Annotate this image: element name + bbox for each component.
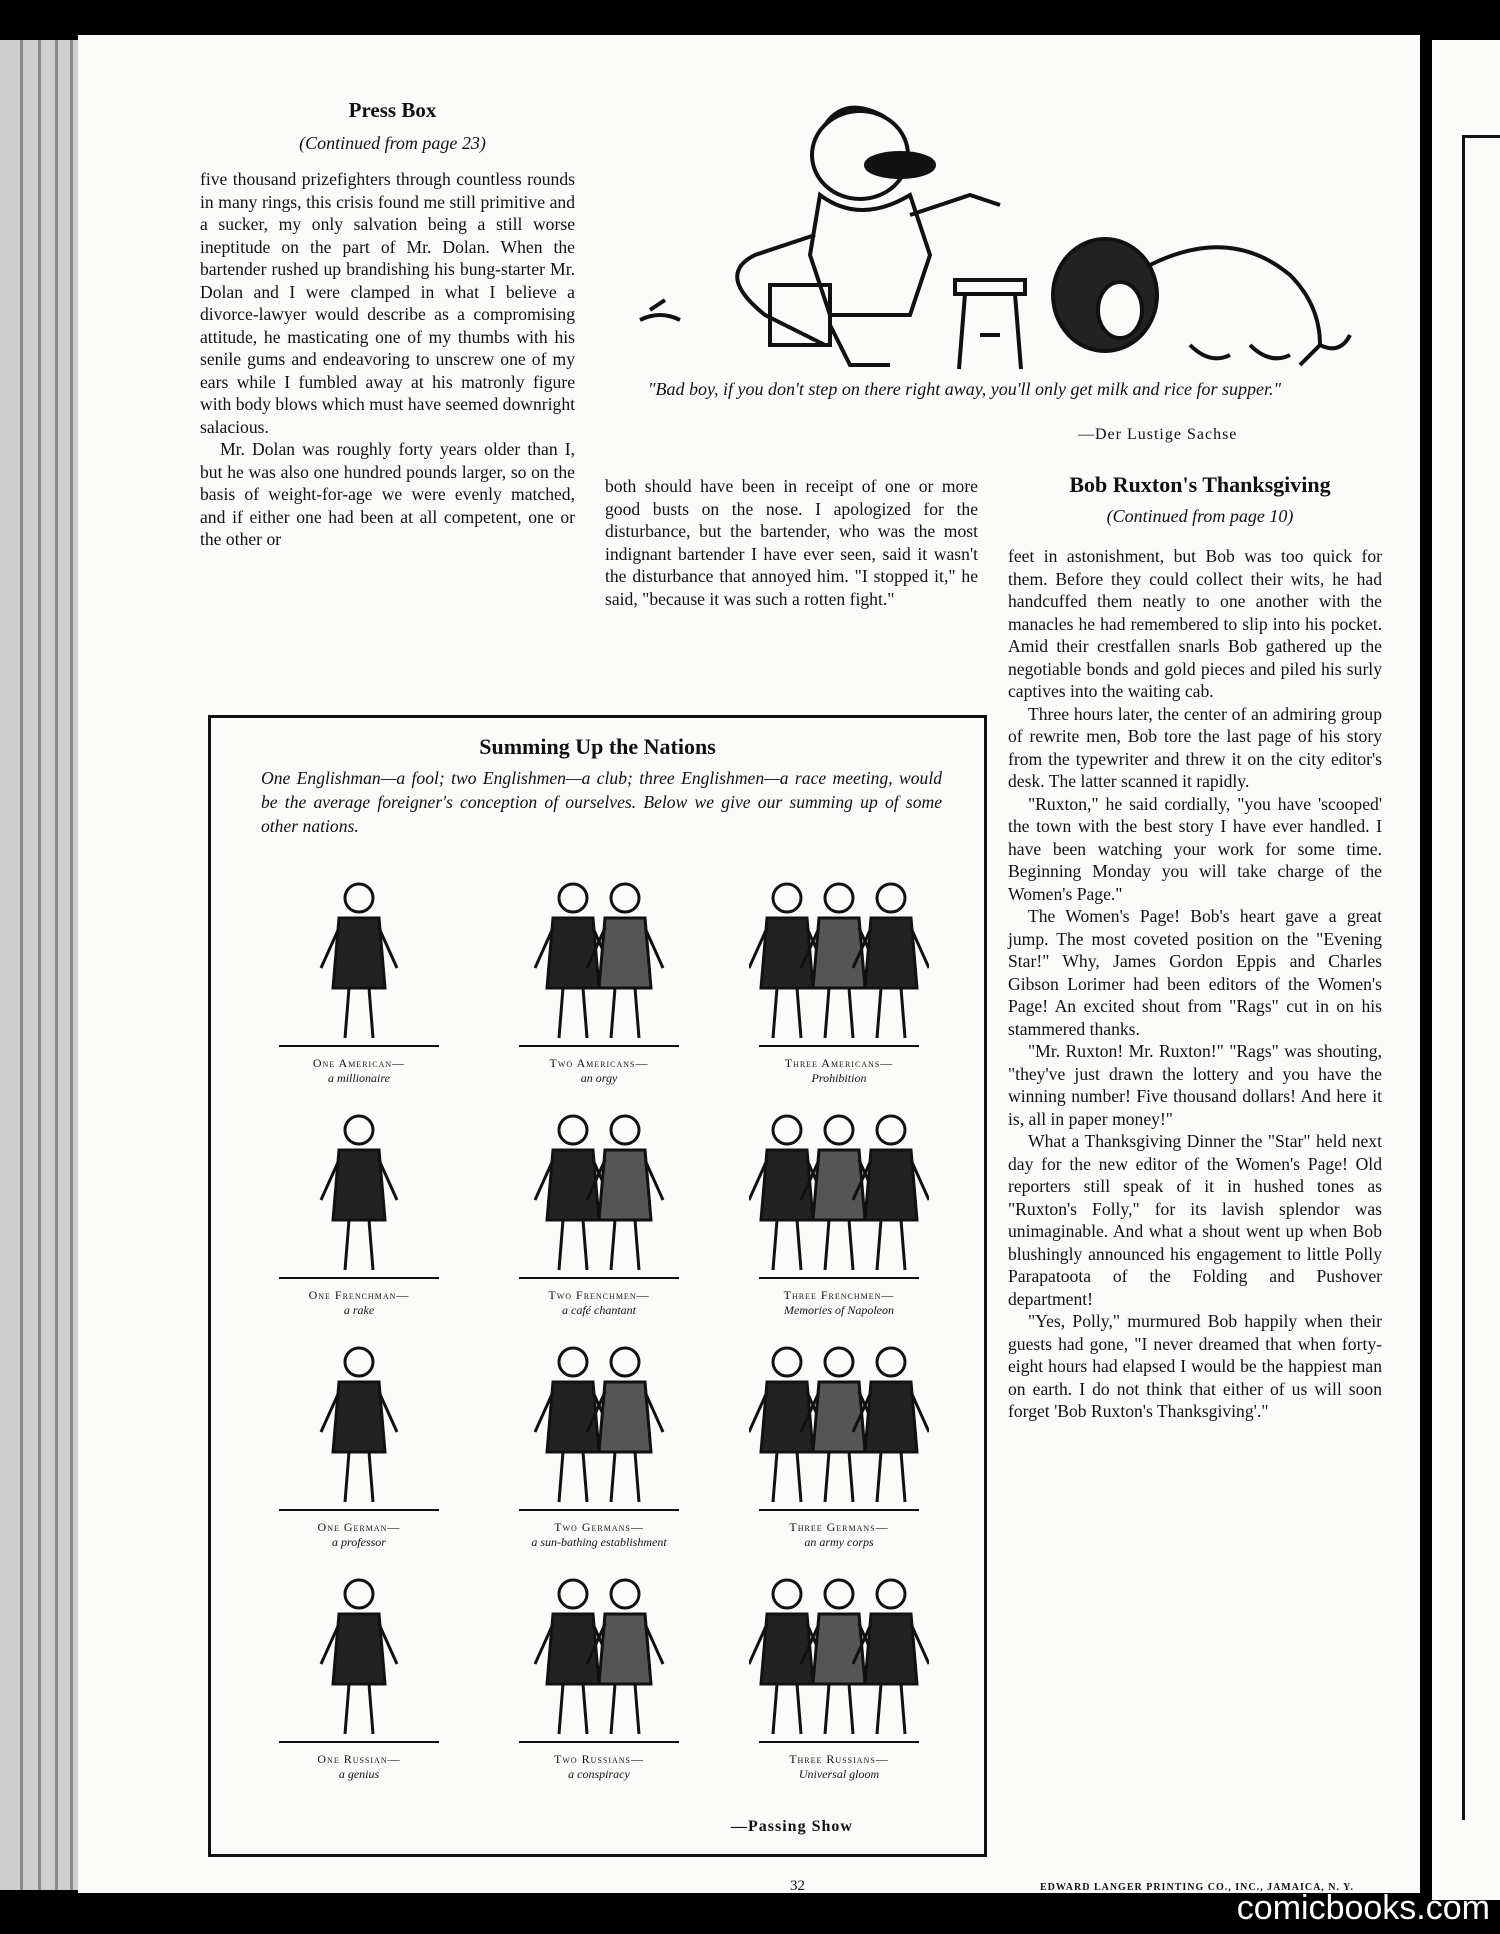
press-box-column-2 xyxy=(605,475,978,610)
nation-cartoon-cell xyxy=(721,858,957,1098)
nation-cartoon-drawing xyxy=(509,858,689,1054)
nation-cartoon-cell xyxy=(241,1322,477,1562)
nations-intro: One Englishman—a fool; two Englishmen—a club; three Englishmen—a race meeting, would be the average foreigner's conception of ourselves. Below we give our summing up of some other nations. xyxy=(261,768,942,836)
press-box-title: Press Box xyxy=(348,98,437,122)
press-box-paragraph: five thousand prizefighters through countless rounds in many rings, this crisis found me still primitive and a sucker, my only salvation being a still worse ineptitude on the part of Mr. Dolan. When the bartender rushed up brandishing his bung-starter Mr. Dolan and I were clamped in what I believe a divorce-lawyer would describe as a compromising attitude, he masticating one of my thumbs with his senile gums and endeavoring to unscrew one of my ears while I fumbled away at his matronly figure with body blows which must have seemed downright salacious. xyxy=(200,169,575,437)
ruxton-paragraph: The Women's Page! Bob's heart gave a great jump. The most coveted position on the "Evening Star!" Why, James Gordon Eppis and Charles Gibson Lorimer had been editors of the Women's Page! An excited shout from "Rags" cut in on his stammered thanks. xyxy=(1008,906,1382,1039)
nations-box xyxy=(208,715,987,1857)
nation-cartoon-label: Three Americans— xyxy=(784,1056,894,1070)
cartoon-lion-tamer xyxy=(630,95,1360,375)
nation-cartoon-drawing xyxy=(509,1322,689,1518)
nation-cartoon-label: One Russian— xyxy=(317,1752,401,1766)
nation-cartoon-label: One American— xyxy=(312,1056,406,1070)
ruxton-paragraph: "Ruxton," he said cordially, "you have 'scooped' the town with the best story I have ever handled. I have been watching your work for some time. Beginning Monday you will take charge of the Women's Page." xyxy=(1008,793,1382,904)
nation-cartoon-label: Three Frenchmen— xyxy=(783,1288,895,1302)
nation-cartoon-sublabel: a professor xyxy=(332,1535,386,1549)
facing-page-edge xyxy=(1432,40,1500,1900)
nation-cartoon-cell xyxy=(481,1554,717,1794)
nation-cartoon-label: Two Russians— xyxy=(553,1752,644,1766)
press-box-paragraph: Mr. Dolan was roughly forty years older than I, but he was also one hundred pounds larger, so on the basis of weight-for-age we were evenly matched, and if either one had been at all competent, one or the other or xyxy=(200,439,575,549)
nation-cartoon-cell xyxy=(481,1090,717,1330)
nation-cartoon-drawing xyxy=(749,1322,929,1518)
nation-cartoon-sublabel: a conspiracy xyxy=(568,1767,630,1781)
ruxton-paragraph: "Mr. Ruxton! Mr. Ruxton!" "Rags" was shouting, "they've just drawn the lottery and you have the winning number! Five thousand dollars! And here it is, all in paper money!" xyxy=(1008,1041,1382,1129)
nation-cartoon-sublabel: Memories of Napoleon xyxy=(784,1303,894,1317)
nation-cartoon-drawing xyxy=(269,1090,449,1286)
book-binding xyxy=(0,40,90,1890)
watermark: comicbooks.com xyxy=(1236,1889,1490,1927)
press-box-column-1 xyxy=(200,168,575,551)
nation-cartoon-sublabel: an orgy xyxy=(580,1071,618,1085)
nation-cartoon-cell xyxy=(241,1554,477,1794)
nation-cartoon-drawing xyxy=(749,858,929,1054)
nation-cartoon-drawing xyxy=(269,1554,449,1750)
nation-cartoon-label: One Frenchman— xyxy=(308,1288,410,1302)
nation-cartoon-cell xyxy=(721,1554,957,1794)
nation-cartoon-sublabel: a genius xyxy=(338,1767,380,1781)
nations-title: Summing Up the Nations xyxy=(479,734,716,759)
nation-cartoon-sublabel: Universal gloom xyxy=(798,1767,880,1781)
cartoon-caption: "Bad boy, if you don't step on there right away, you'll only get milk and rice for supper." xyxy=(648,379,1282,399)
nation-cartoon-sublabel: a rake xyxy=(343,1303,375,1317)
nation-cartoon-cell xyxy=(481,1322,717,1562)
nation-cartoon-label: One German— xyxy=(317,1520,401,1534)
nation-cartoon-label: Three Germans— xyxy=(789,1520,889,1534)
nations-credit: —Passing Show xyxy=(731,1818,853,1835)
nation-cartoon-cell xyxy=(721,1090,957,1330)
press-box-paragraph: both should have been in receipt of one or more good busts on the nose. I apologized for the disturbance, but the bartender, who was the most indignant bartender I have ever seen, said it wasn't the disturbance that annoyed him. "I stopped it," he said, "because it was such a rotten fight." xyxy=(605,476,978,609)
nation-cartoon-cell xyxy=(721,1322,957,1562)
nation-cartoon-drawing xyxy=(749,1554,929,1750)
ruxton-paragraph: What a Thanksgiving Dinner the "Star" held next day for the new editor of the Women's Page! Old reporters still speak of it in hushed tones as "Ruxton's Folly," for its lavish splendor was unimaginable. And what a shout went up when Bob blushingly announced his engagement to little Polly Parapatoota of the Folding and Pushover department! xyxy=(1008,1131,1382,1309)
nation-cartoon-drawing xyxy=(509,1090,689,1286)
ruxton-paragraph: Three hours later, the center of an admiring group of rewrite men, Bob tore the last page of his story from the typewriter and threw it on the city editor's desk. The latter scanned it rapidly. xyxy=(1008,703,1382,791)
nation-cartoon-drawing xyxy=(269,858,449,1054)
nation-cartoon-label: Two Americans— xyxy=(549,1056,649,1070)
nation-cartoon-drawing xyxy=(269,1322,449,1518)
nation-cartoon-drawing xyxy=(749,1090,929,1286)
nation-cartoon-sublabel: a millionaire xyxy=(328,1071,390,1085)
nation-cartoon-label: Two Frenchmen— xyxy=(548,1288,650,1302)
ruxton-continued: (Continued from page 10) xyxy=(1106,506,1294,526)
nation-cartoon-label: Three Russians— xyxy=(789,1752,889,1766)
cartoon-credit: —Der Lustige Sachse xyxy=(1078,426,1238,443)
nation-cartoon-sublabel: Prohibition xyxy=(811,1071,867,1085)
ruxton-paragraph: feet in astonishment, but Bob was too quick for them. Before they could collect their wits, he had handcuffed them neatly to one another with the manacles he had remembered to slip into his pocket. Amid their crestfallen snarls Bob gathered up the negotiable bonds and gold pieces and piled his surly captives into the waiting cab. xyxy=(1008,546,1382,701)
nation-cartoon-sublabel: a café chantant xyxy=(562,1303,636,1317)
nation-cartoon-sublabel: an army corps xyxy=(804,1535,874,1549)
printer-credit: EDWARD LANGER PRINTING CO., INC., JAMAICA, N. Y. xyxy=(1040,1882,1354,1893)
ruxton-paragraph: "Yes, Polly," murmured Bob happily when their guests had gone, "I never dreamed that when forty-eight hours had elapsed I would be the happiest man on earth. I do not think that either of us will soon forget 'Bob Ruxton's Thanksgiving'." xyxy=(1008,1311,1382,1421)
press-box-continued: (Continued from page 23) xyxy=(299,133,486,153)
ruxton-title: Bob Ruxton's Thanksgiving xyxy=(1069,472,1331,497)
page-number: 32 xyxy=(790,1878,805,1894)
nation-cartoon-label: Two Germans— xyxy=(554,1520,644,1534)
ruxton-column xyxy=(1008,545,1382,1423)
nation-cartoon-drawing xyxy=(509,1554,689,1750)
nation-cartoon-cell xyxy=(241,858,477,1098)
nation-cartoon-cell xyxy=(481,858,717,1098)
nation-cartoon-cell xyxy=(241,1090,477,1330)
nation-cartoon-sublabel: a sun-bathing establishment xyxy=(531,1535,667,1549)
